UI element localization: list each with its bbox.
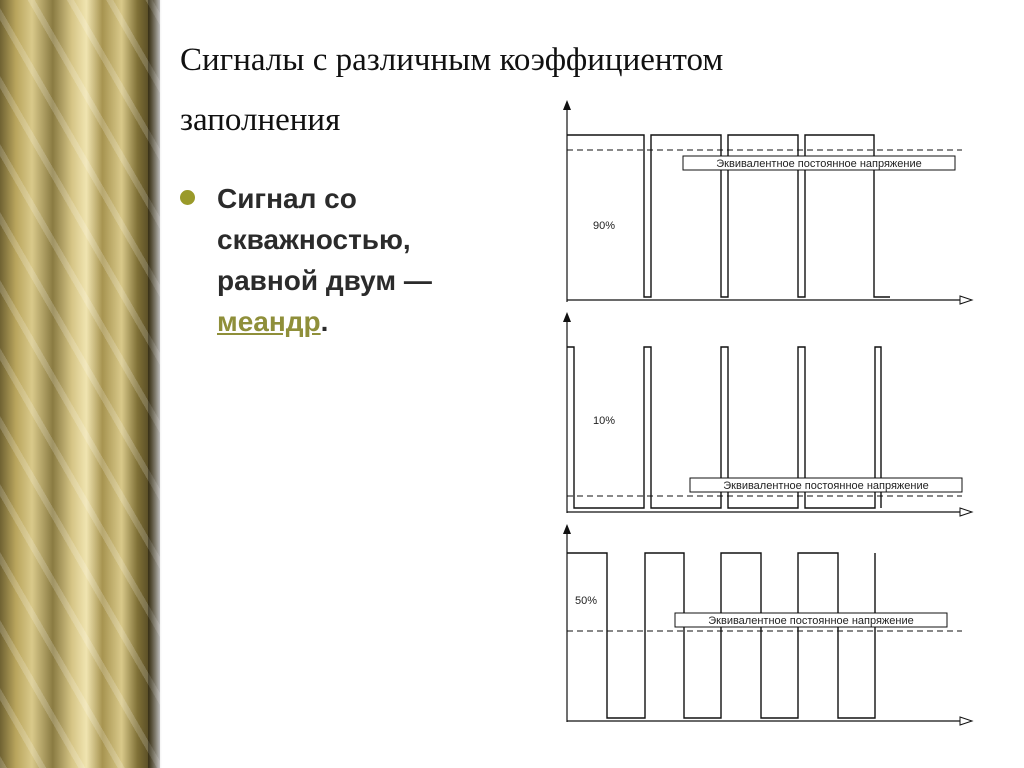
waveform-50 — [567, 553, 875, 718]
dc-label-90: Эквивалентное постоянное напряжение — [716, 158, 922, 170]
x-axis-arrow-50 — [960, 717, 972, 725]
y-axis-arrow-90 — [563, 100, 571, 110]
duty-label-50: 50% — [575, 595, 598, 607]
dc-label-10: Эквивалентное постоянное напряжение — [723, 480, 929, 492]
x-axis-arrow-10 — [960, 508, 972, 516]
bullet-text-before: Сигнал со скважностью, равной двум — — [217, 183, 432, 296]
panel-90 — [563, 100, 972, 304]
y-axis-arrow-50 — [563, 524, 571, 534]
duty-label-90: 90% — [593, 220, 616, 232]
x-axis-arrow-90 — [960, 296, 972, 304]
slide-title: Сигналы с различным коэффициентом заполнения — [180, 42, 724, 138]
dc-label-50: Эквивалентное постоянное напряжение — [708, 615, 914, 627]
y-axis-arrow-10 — [563, 312, 571, 322]
panel-10 — [563, 312, 972, 516]
bullet-text-after: . — [320, 306, 329, 337]
meander-link[interactable]: меандр — [217, 306, 321, 337]
duty-label-10: 10% — [593, 415, 616, 427]
panel-50 — [563, 524, 972, 725]
